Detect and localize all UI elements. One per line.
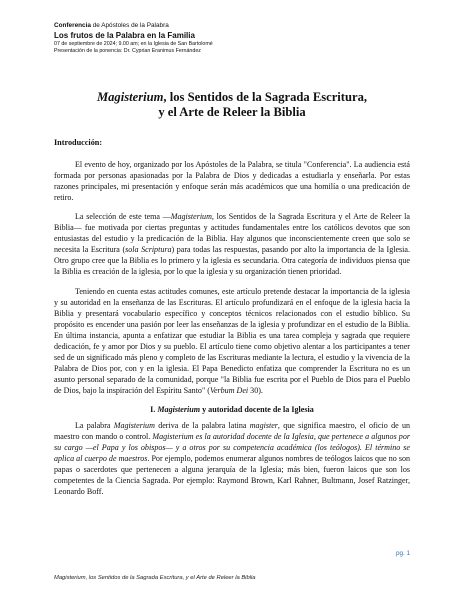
conference-word: Conferencia [54, 22, 91, 29]
text-run: La palabra [75, 421, 114, 431]
intro-paragraph-2 [54, 211, 410, 277]
section-heading-italic: Magisterium [157, 404, 201, 414]
italic-run: magister [249, 421, 278, 431]
text-run: . Por ejemplo, podemos enumerar algunos nombres de teólogos laicos que no son papas o sacerdotes que pertenecen a alguna jerarquía de la Iglesia; más bien, fueron laicos que son los competentes de la Ciencia Sagrada. Por ejemplo: Raymond Brown, Karl Rahner, Bultmann, Josef Ratzinger, Leonardo Boff. [54, 454, 410, 497]
conference-line [54, 22, 414, 31]
presenter-line: Presentación de la ponencia: Dr. Cyprian Eranimus Fernández [54, 48, 201, 55]
footer-title [54, 575, 256, 581]
section-1-paragraph-1 [54, 420, 410, 497]
conference-rest: de Apóstoles de la Palabra [90, 22, 169, 29]
document-title [54, 90, 410, 120]
section-heading-rest: y autoridad docente de la Iglesia [200, 404, 314, 414]
intro-paragraph-1: El evento de hoy, organizado por los Apóstoles de la Palabra, se titula "Conferencia". La audiencia está formada por personas apasionadas por la Palabra de Dios y dedicadas a estudiarla y enseñarla. Por estas razones principales, mi presentación y enfoque serán más académicos que una homilía o una predicación de retiro. [54, 160, 410, 203]
title-line-2: y el Arte de Releer la Biblia [158, 105, 306, 119]
text-run: , que significa maestro, el oficio de un maestro con mando o control. [54, 421, 411, 442]
document-body [54, 137, 410, 505]
footer-title-italic: Magisterium [54, 575, 86, 581]
italic-run: Verbum Dei [209, 385, 249, 395]
title-line-1-rest: , los Sentidos de la Sagrada Escritura, [163, 90, 368, 104]
intro-paragraph-3 [54, 286, 410, 396]
text-run: deriva de la palabra latina [154, 421, 250, 431]
text-run: ) para todas las respuestas, pasando por alto la importancia de la Iglesia. Otro grupo cree que la Biblia es lo primero y la iglesia es secundaria. Otra categoría de individuos piensa que la Biblia es creación de la iglesia, por lo que la iglesia y su organización tienen prioridad. [54, 245, 410, 277]
title-italic: Magisterium [96, 90, 164, 104]
text-run: Teniendo en cuenta estas actitudes comunes, este artículo pretende destacar la importancia de la iglesia y su autoridad en la enseñanza de las Escrituras. El artículo profundizará en el enfoque de la iglesia hacia la Biblia y presentará vocabulario específico y conceptos técnicos relacionados con el estudio bíblico. Su propósito es encender una pasión por leer las enseñanzas de la iglesia y profundizar en el estudio de la Biblia. En última instancia, apunta a enfatizar que estudiar la Biblia es una tarea compleja y sagrada que requiere dedicación, fe y amor por Dios y su pueblo. El artículo tiene como objetivo alentar a los participantes a tener sed de un significado más pleno y completo de las Escrituras mediante la lectura, el estudio y la vivencia de la Palabra de Dios por, con y en la iglesia. El Papa Benedicto enfatiza que comprender la Escritura no es un asunto personal separado de la comunidad, porque "la Biblia fue escrita por el Pueblo de Dios para el Pueblo de Dios, bajo la inspiración del Espíritu Santo" ( [54, 286, 410, 395]
title-line-1 [54, 90, 410, 105]
section-number: I. [150, 404, 158, 414]
footer-title-rest: , los Sentidos de la Sagrada Escritura, y el Arte de Releer la Biblia [85, 575, 256, 581]
text-run: 30). [248, 385, 263, 395]
italic-run: Magisterium es la autoridad docente de la Iglesia, que pertenece a algunos por su cargo —el Papa y los obispos— y a otros por su competencia académica (los teólogos). El término se aplica al cuerpo de maestros [54, 432, 410, 464]
italic-run: Magisterium [113, 421, 155, 431]
italic-run: Magisterium [170, 212, 212, 222]
text-run: , los Sentidos de la Sagrada Escritura y el Arte de Releer la Biblia— fue motivada por ciertas preguntas y actitudes fundamentales entre los católicos devotos que son entusiastas del estudio y la predicación de la Biblia. Hay algunos que inconscientemente creen que solo se necesita la Escritura ( [54, 212, 410, 255]
italic-run: sola Scriptura [125, 245, 172, 255]
date-line: 07 de septiembre de 2024; 9.00 am; en la Iglesia de San Bartolomé [54, 40, 213, 47]
conference-header [54, 22, 414, 56]
intro-heading: Introducción: [54, 138, 103, 147]
text-run: La selección de este tema — [75, 212, 171, 222]
page-number: pg. 1 [395, 550, 410, 557]
conference-subtitle: Los frutos de la Palabra en la Familia [54, 30, 195, 40]
section-1-heading [54, 404, 410, 415]
